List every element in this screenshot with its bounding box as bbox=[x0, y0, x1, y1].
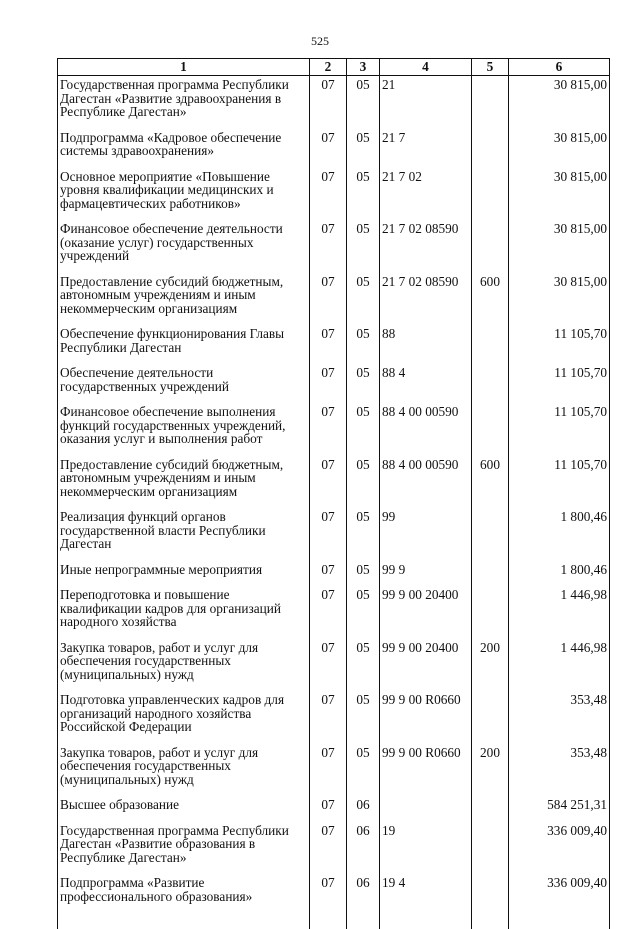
item-name-cell: Государственная программа Республики Дагестан «Развитие здравоохранения в Республике Дагестан» bbox=[58, 76, 310, 129]
amount-cell: 1 446,98 bbox=[509, 586, 610, 639]
subsection-code-cell: 05 bbox=[347, 456, 380, 509]
section-code-cell: 07 bbox=[310, 325, 347, 364]
expense-type-cell bbox=[472, 220, 509, 273]
target-article-cell: 21 7 02 bbox=[380, 168, 472, 221]
expense-type-cell: 600 bbox=[472, 273, 509, 326]
subsection-code-cell: 05 bbox=[347, 364, 380, 403]
expense-type-cell bbox=[472, 822, 509, 875]
table-row bbox=[58, 220, 610, 273]
column-header-6: 6 bbox=[509, 59, 610, 76]
expense-type-cell: 200 bbox=[472, 744, 509, 797]
target-article-cell: 99 9 00 20400 bbox=[380, 586, 472, 639]
expense-type-cell bbox=[472, 586, 509, 639]
amount-cell: 11 105,70 bbox=[509, 325, 610, 364]
table-row bbox=[58, 403, 610, 456]
amount-cell: 11 105,70 bbox=[509, 403, 610, 456]
item-name-cell: Финансовое обеспечение выполнения функций государственных учреждений, оказания услуг и выполнения работ bbox=[58, 403, 310, 456]
table-row bbox=[58, 508, 610, 561]
amount-cell: 584 251,31 bbox=[509, 796, 610, 822]
table-row bbox=[58, 744, 610, 797]
table-row bbox=[58, 168, 610, 221]
table-row bbox=[58, 874, 610, 929]
table-row bbox=[58, 456, 610, 509]
expense-type-cell bbox=[472, 508, 509, 561]
target-article-cell: 21 bbox=[380, 76, 472, 129]
subsection-code-cell: 06 bbox=[347, 874, 380, 929]
expense-type-cell bbox=[472, 364, 509, 403]
amount-cell: 30 815,00 bbox=[509, 76, 610, 129]
expense-type-cell bbox=[472, 129, 509, 168]
target-article-cell: 19 bbox=[380, 822, 472, 875]
section-code-cell: 07 bbox=[310, 639, 347, 692]
amount-cell: 1 446,98 bbox=[509, 639, 610, 692]
section-code-cell: 07 bbox=[310, 168, 347, 221]
table-row bbox=[58, 561, 610, 587]
subsection-code-cell: 05 bbox=[347, 561, 380, 587]
amount-cell: 353,48 bbox=[509, 691, 610, 744]
target-article-cell: 21 7 02 08590 bbox=[380, 220, 472, 273]
table-row bbox=[58, 796, 610, 822]
target-article-cell: 21 7 02 08590 bbox=[380, 273, 472, 326]
item-name-cell: Переподготовка и повышение квалификации кадров для организаций народного хозяйства bbox=[58, 586, 310, 639]
table-row bbox=[58, 822, 610, 875]
target-article-cell: 88 4 bbox=[380, 364, 472, 403]
target-article-cell: 99 9 00 R0660 bbox=[380, 744, 472, 797]
section-code-cell: 07 bbox=[310, 561, 347, 587]
expense-type-cell bbox=[472, 874, 509, 929]
amount-cell: 336 009,40 bbox=[509, 822, 610, 875]
amount-cell: 336 009,40 bbox=[509, 874, 610, 929]
target-article-cell: 19 4 bbox=[380, 874, 472, 929]
subsection-code-cell: 05 bbox=[347, 691, 380, 744]
expense-type-cell bbox=[472, 403, 509, 456]
expense-type-cell bbox=[472, 561, 509, 587]
item-name-cell: Закупка товаров, работ и услуг для обеспечения государственных (муниципальных) нужд bbox=[58, 744, 310, 797]
table-row bbox=[58, 691, 610, 744]
amount-cell: 11 105,70 bbox=[509, 364, 610, 403]
section-code-cell: 07 bbox=[310, 456, 347, 509]
table-row bbox=[58, 273, 610, 326]
item-name-cell: Реализация функций органов государственной власти Республики Дагестан bbox=[58, 508, 310, 561]
expense-type-cell: 200 bbox=[472, 639, 509, 692]
section-code-cell: 07 bbox=[310, 691, 347, 744]
target-article-cell: 88 4 00 00590 bbox=[380, 456, 472, 509]
amount-cell: 353,48 bbox=[509, 744, 610, 797]
subsection-code-cell: 06 bbox=[347, 796, 380, 822]
target-article-cell: 99 bbox=[380, 508, 472, 561]
section-code-cell: 07 bbox=[310, 273, 347, 326]
item-name-cell: Подготовка управленческих кадров для организаций народного хозяйства Российской Федерации bbox=[58, 691, 310, 744]
table-body bbox=[58, 76, 610, 929]
section-code-cell: 07 bbox=[310, 586, 347, 639]
section-code-cell: 07 bbox=[310, 403, 347, 456]
amount-cell: 11 105,70 bbox=[509, 456, 610, 509]
table-row bbox=[58, 76, 610, 129]
subsection-code-cell: 05 bbox=[347, 403, 380, 456]
item-name-cell: Иные непрограммные мероприятия bbox=[58, 561, 310, 587]
section-code-cell: 07 bbox=[310, 364, 347, 403]
expense-type-cell bbox=[472, 168, 509, 221]
item-name-cell: Закупка товаров, работ и услуг для обеспечения государственных (муниципальных) нужд bbox=[58, 639, 310, 692]
subsection-code-cell: 05 bbox=[347, 508, 380, 561]
subsection-code-cell: 05 bbox=[347, 639, 380, 692]
column-header-5: 5 bbox=[472, 59, 509, 76]
section-code-cell: 07 bbox=[310, 874, 347, 929]
item-name-cell: Основное мероприятие «Повышение уровня квалификации медицинских и фармацевтических работников» bbox=[58, 168, 310, 221]
section-code-cell: 07 bbox=[310, 76, 347, 129]
expense-type-cell bbox=[472, 691, 509, 744]
item-name-cell: Подпрограмма «Развитие профессионального образования» bbox=[58, 874, 310, 929]
item-name-cell: Предоставление субсидий бюджетным, автономным учреждениям и иным некоммерческим организациям bbox=[58, 456, 310, 509]
expense-type-cell: 600 bbox=[472, 456, 509, 509]
item-name-cell: Подпрограмма «Кадровое обеспечение системы здравоохранения» bbox=[58, 129, 310, 168]
section-code-cell: 07 bbox=[310, 508, 347, 561]
amount-cell: 1 800,46 bbox=[509, 561, 610, 587]
table-row bbox=[58, 639, 610, 692]
amount-cell: 1 800,46 bbox=[509, 508, 610, 561]
column-header-3: 3 bbox=[347, 59, 380, 76]
target-article-cell: 21 7 bbox=[380, 129, 472, 168]
table-header-row bbox=[58, 59, 610, 76]
target-article-cell: 99 9 bbox=[380, 561, 472, 587]
table-row bbox=[58, 364, 610, 403]
item-name-cell: Финансовое обеспечение деятельности (оказание услуг) государственных учреждений bbox=[58, 220, 310, 273]
expense-type-cell bbox=[472, 325, 509, 364]
amount-cell: 30 815,00 bbox=[509, 220, 610, 273]
expense-type-cell bbox=[472, 76, 509, 129]
subsection-code-cell: 05 bbox=[347, 220, 380, 273]
amount-cell: 30 815,00 bbox=[509, 273, 610, 326]
amount-cell: 30 815,00 bbox=[509, 129, 610, 168]
subsection-code-cell: 06 bbox=[347, 822, 380, 875]
item-name-cell: Обеспечение деятельности государственных учреждений bbox=[58, 364, 310, 403]
subsection-code-cell: 05 bbox=[347, 129, 380, 168]
subsection-code-cell: 05 bbox=[347, 325, 380, 364]
table-row bbox=[58, 586, 610, 639]
section-code-cell: 07 bbox=[310, 796, 347, 822]
item-name-cell: Государственная программа Республики Дагестан «Развитие образования в Республике Дагестан» bbox=[58, 822, 310, 875]
subsection-code-cell: 05 bbox=[347, 744, 380, 797]
target-article-cell: 88 4 00 00590 bbox=[380, 403, 472, 456]
item-name-cell: Обеспечение функционирования Главы Республики Дагестан bbox=[58, 325, 310, 364]
item-name-cell: Высшее образование bbox=[58, 796, 310, 822]
subsection-code-cell: 05 bbox=[347, 168, 380, 221]
section-code-cell: 07 bbox=[310, 129, 347, 168]
column-header-2: 2 bbox=[310, 59, 347, 76]
column-header-1: 1 bbox=[58, 59, 310, 76]
table-row bbox=[58, 325, 610, 364]
item-name-cell: Предоставление субсидий бюджетным, автономным учреждениям и иным некоммерческим организациям bbox=[58, 273, 310, 326]
subsection-code-cell: 05 bbox=[347, 586, 380, 639]
target-article-cell bbox=[380, 796, 472, 822]
table-row bbox=[58, 129, 610, 168]
subsection-code-cell: 05 bbox=[347, 76, 380, 129]
section-code-cell: 07 bbox=[310, 220, 347, 273]
expense-type-cell bbox=[472, 796, 509, 822]
target-article-cell: 99 9 00 R0660 bbox=[380, 691, 472, 744]
target-article-cell: 99 9 00 20400 bbox=[380, 639, 472, 692]
subsection-code-cell: 05 bbox=[347, 273, 380, 326]
section-code-cell: 07 bbox=[310, 822, 347, 875]
column-header-4: 4 bbox=[380, 59, 472, 76]
page-number: 525 bbox=[0, 34, 640, 48]
target-article-cell: 88 bbox=[380, 325, 472, 364]
section-code-cell: 07 bbox=[310, 744, 347, 797]
budget-table bbox=[57, 58, 610, 929]
amount-cell: 30 815,00 bbox=[509, 168, 610, 221]
